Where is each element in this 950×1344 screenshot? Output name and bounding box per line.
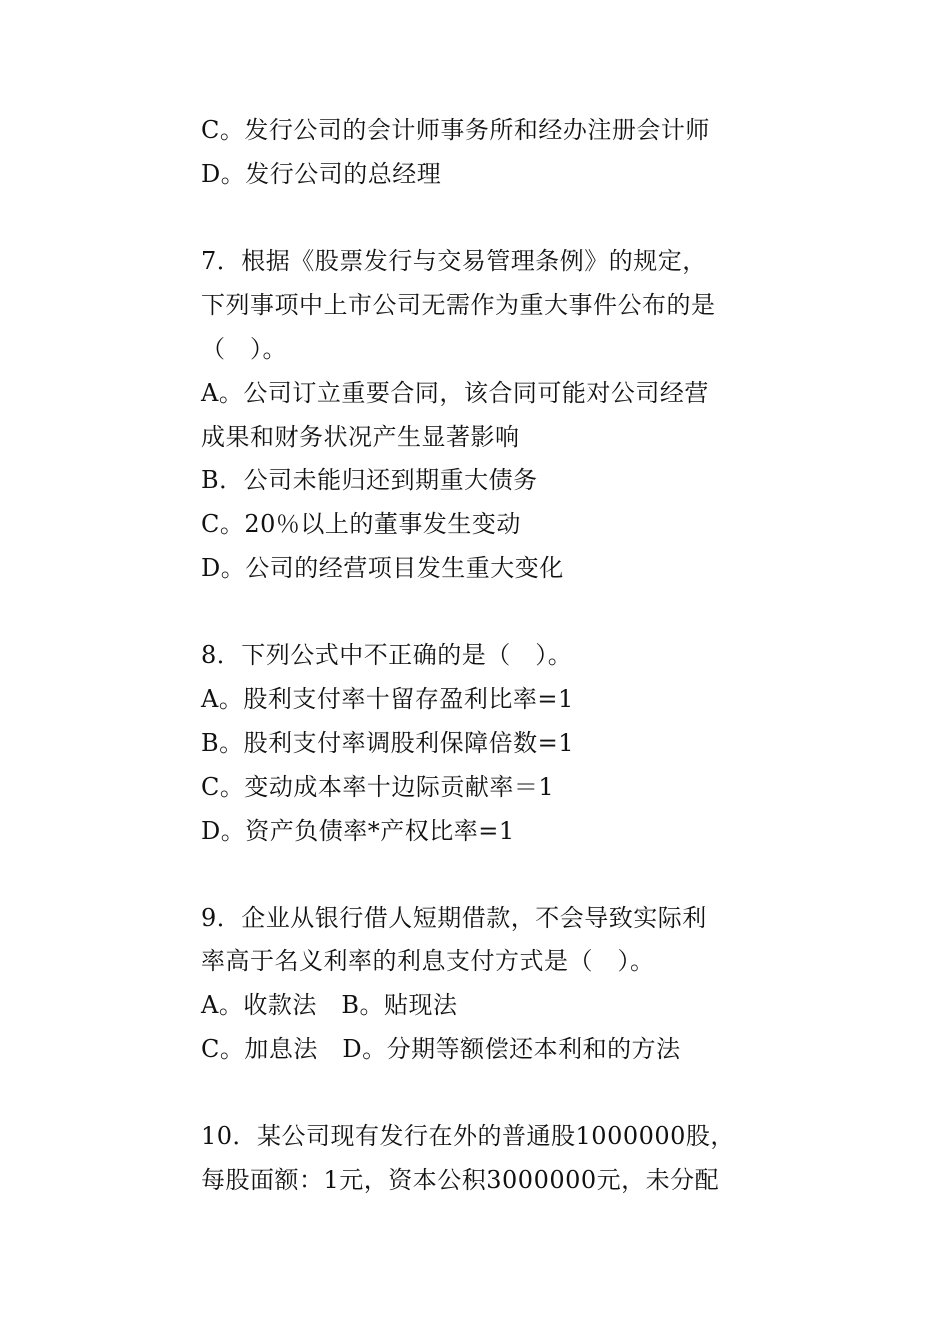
q7-stem-line1: 7．根据《股票发行与交易管理条例》的规定，	[201, 247, 707, 275]
q7-option-c: C。20％以上的董事发生变动	[201, 510, 521, 538]
q6-option-d: D。发行公司的总经理	[201, 160, 442, 188]
q9-stem-line2: 率高于名义利率的利息支付方式是（ ）。	[201, 947, 655, 975]
q7-stem-line2: 下列事项中上市公司无需作为重大事件公布的是	[201, 291, 716, 319]
q9-options-cd: C。加息法 D。分期等额偿还本利和的方法	[201, 1035, 681, 1063]
q8-option-b: B。股利支付率调股利保障倍数=1	[201, 729, 575, 757]
q8-option-d: D。资产负债率*产权比率=1	[201, 817, 515, 845]
q8-option-c: C。变动成本率十边际贡献率＝1	[201, 773, 555, 801]
q7-option-a-line1: A。公司订立重要合同，该合同可能对公司经营	[201, 379, 709, 407]
q9-stem-line1: 9．企业从银行借人短期借款，不会导致实际利	[201, 904, 707, 932]
q7-option-b: B．公司未能归还到期重大债务	[201, 466, 538, 494]
q8-option-a: A。股利支付率十留存盈利比率=1	[201, 685, 574, 713]
q8-stem: 8．下列公式中不正确的是（ ）。	[201, 641, 573, 669]
q10-stem-line2: 每股面额：1元，资本公积3000000元，未分配	[201, 1166, 720, 1194]
q7-stem-line3: （ ）。	[201, 335, 287, 363]
q10-stem-line1: 10．某公司现有发行在外的普通股1000000股，	[201, 1122, 735, 1150]
q7-option-a-line2: 成果和财务状况产生显著影响	[201, 423, 520, 451]
q9-options-ab: A。收款法 B。贴现法	[201, 991, 458, 1019]
q7-option-d: D。公司的经营项目发生重大变化	[201, 554, 564, 582]
q6-option-c: C。发行公司的会计师事务所和经办注册会计师	[201, 116, 710, 144]
